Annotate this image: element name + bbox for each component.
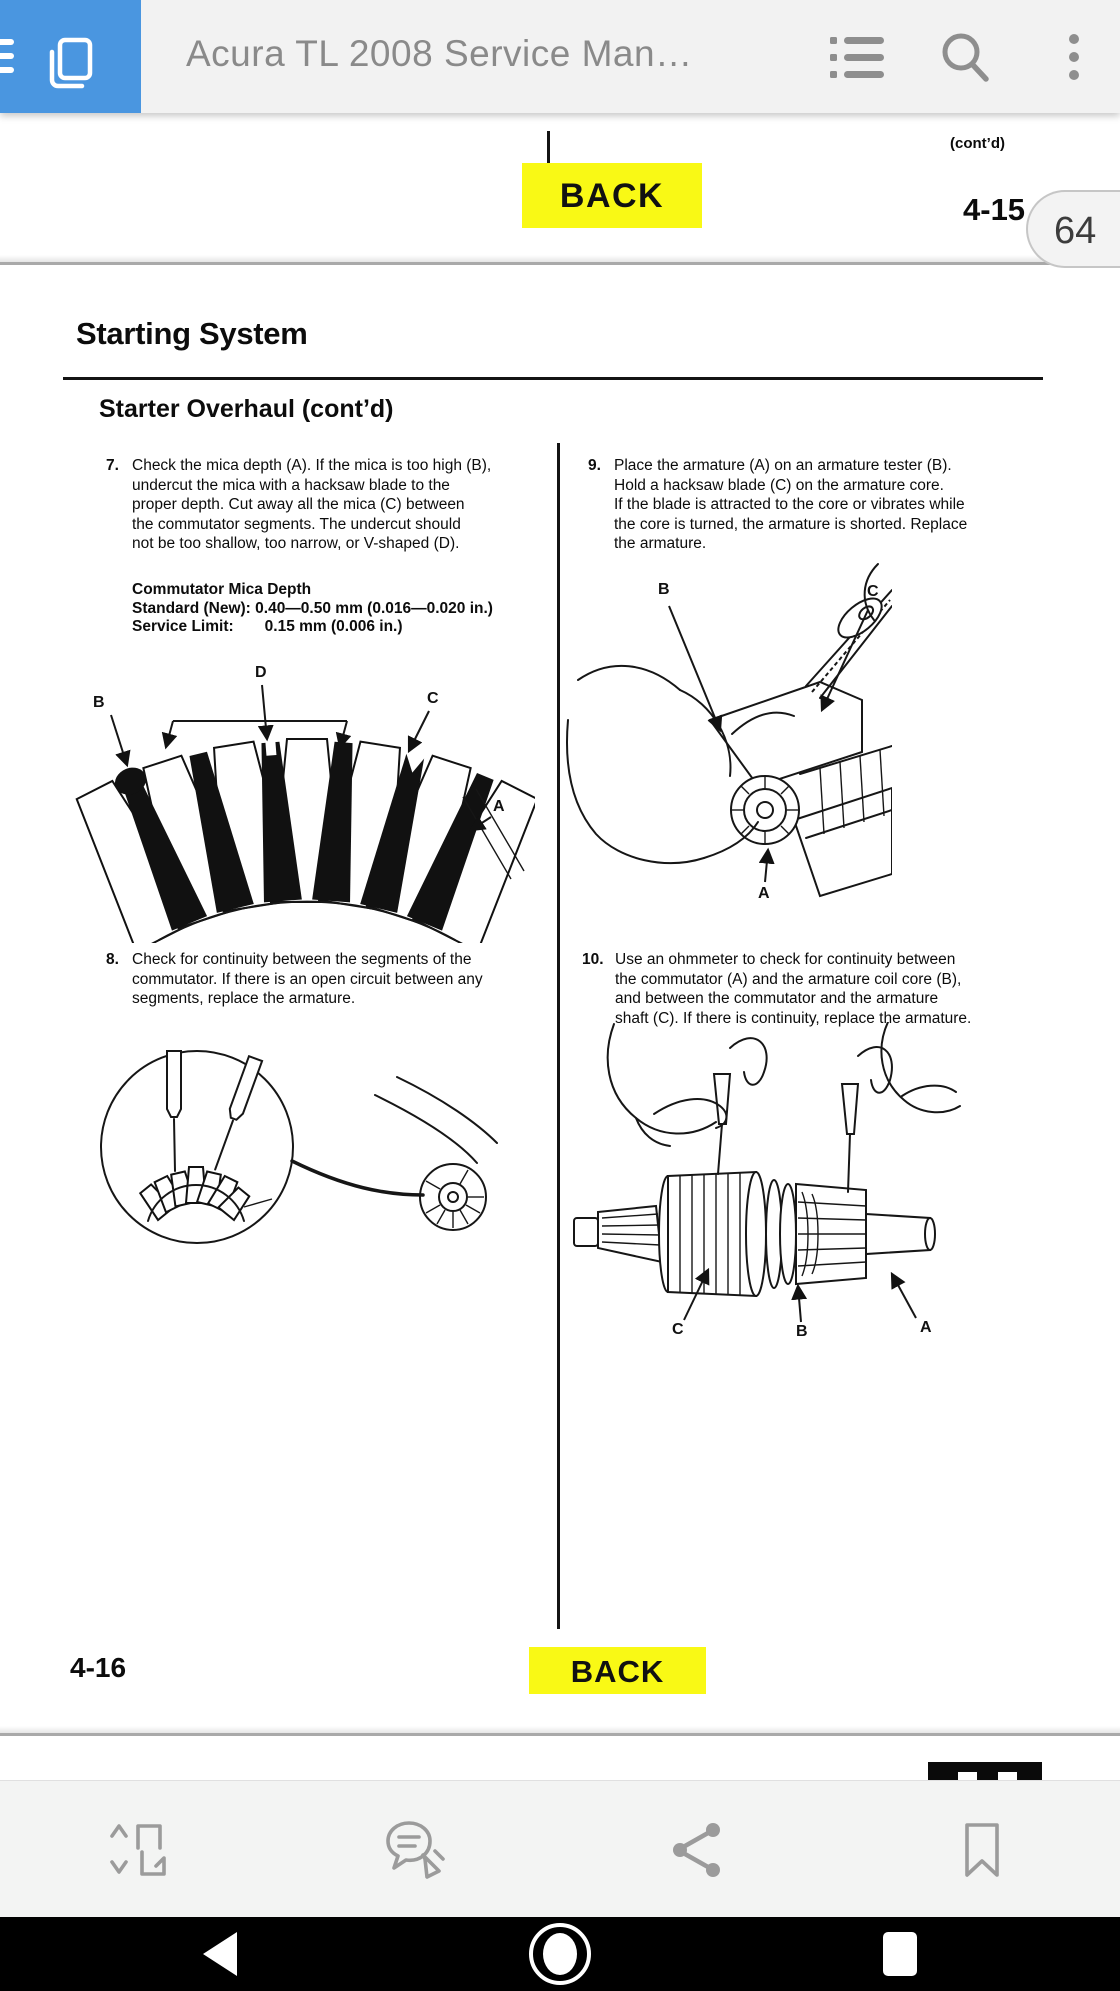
share-icon bbox=[671, 1822, 723, 1878]
diagram-label-c: C bbox=[427, 690, 439, 707]
spec-service-value: 0.15 mm (0.006 in.) bbox=[264, 618, 403, 636]
page-separator-bottom bbox=[0, 1726, 1120, 1736]
spec-service-label: Service Limit: bbox=[132, 618, 234, 636]
diagram-label-a: A bbox=[493, 798, 505, 815]
text-line: Hold a hacksaw blade (C) on the armature core. bbox=[614, 476, 944, 494]
text-line: Check for continuity between the segments of the bbox=[132, 951, 472, 968]
subsection-title: Starter Overhaul (cont’d) bbox=[99, 395, 394, 423]
nav-back-button[interactable] bbox=[150, 1917, 290, 1991]
page-number-badge[interactable]: 64 bbox=[1026, 190, 1120, 268]
text-line: the commutator segments. The undercut should bbox=[132, 515, 461, 533]
annotate-icon bbox=[385, 1819, 451, 1881]
search-button[interactable] bbox=[918, 0, 1008, 113]
step-7 bbox=[106, 456, 491, 554]
text-line: commutator. If there is an open circuit between any bbox=[132, 970, 483, 988]
text-line: and between the commutator and the armature bbox=[615, 990, 939, 1007]
diagram-label-a: A bbox=[758, 885, 770, 902]
spec-title: Commutator Mica Depth bbox=[132, 581, 312, 598]
diagram-label-d: D bbox=[255, 664, 267, 681]
page-separator-top bbox=[0, 255, 1120, 265]
text-line: Use an ohmmeter to check for continuity between bbox=[615, 951, 956, 968]
next-page-figure-peek bbox=[928, 1762, 1042, 1780]
share-button[interactable] bbox=[617, 1781, 777, 1918]
diagram-ohmmeter-check bbox=[558, 1022, 962, 1356]
nav-back-icon bbox=[203, 1932, 237, 1976]
back-link-top[interactable]: BACK bbox=[522, 163, 702, 228]
text-line: the commutator (A) and the armature coil core (B), bbox=[615, 970, 962, 988]
section-title: Starting System bbox=[76, 316, 308, 351]
diagram-label-c: C bbox=[867, 583, 879, 600]
outline-list-button[interactable] bbox=[810, 0, 900, 113]
pages-icon bbox=[40, 36, 102, 94]
step-9 bbox=[588, 456, 967, 554]
text-line: not be too shallow, too narrow, or V-shaped (D). bbox=[132, 535, 460, 552]
spec-block bbox=[132, 581, 493, 637]
android-nav-bar bbox=[0, 1917, 1120, 1991]
view-mode-button[interactable] bbox=[60, 1781, 220, 1918]
text-line: shaft (C). If there is continuity, replace the armature. bbox=[615, 1009, 972, 1027]
text-line: Check the mica depth (A). If the mica is too high (B), bbox=[132, 457, 492, 474]
diagram-label-c: C bbox=[672, 1321, 684, 1338]
document-tab-button[interactable] bbox=[0, 0, 141, 113]
nav-home-button[interactable] bbox=[490, 1917, 630, 1991]
nav-recents-icon bbox=[882, 1931, 918, 1977]
document-title: Acura TL 2008 Service Man… bbox=[186, 33, 693, 74]
text-line: Place the armature (A) on an armature tester (B). bbox=[614, 457, 952, 474]
diagram-armature-tester bbox=[562, 562, 892, 930]
prev-page-column-divider bbox=[547, 131, 550, 163]
overflow-menu-button[interactable] bbox=[1035, 0, 1120, 113]
diagram-label-a: A bbox=[920, 1319, 932, 1336]
diagram-commutator-mica bbox=[75, 645, 535, 943]
text-line: the core is turned, the armature is shorted. Replace bbox=[614, 515, 968, 533]
page-number: 4-16 bbox=[70, 1652, 127, 1683]
list-icon bbox=[830, 37, 886, 79]
text-line: proper depth. Cut away all the mica (C) between bbox=[132, 496, 465, 513]
diagram-label-b: B bbox=[658, 581, 670, 598]
step-8 bbox=[106, 950, 483, 1009]
view-mode-icon bbox=[108, 1820, 172, 1880]
step-number: 9. bbox=[588, 457, 601, 474]
overflow-dots-icon bbox=[1068, 33, 1080, 81]
annotate-button[interactable] bbox=[338, 1781, 498, 1918]
nav-recents-button[interactable] bbox=[830, 1917, 970, 1991]
prev-page-ref: 4-15 bbox=[963, 192, 1026, 227]
step-number: 10. bbox=[582, 951, 604, 968]
diagram-label-b: B bbox=[93, 694, 105, 711]
text-line: segments, replace the armature. bbox=[132, 990, 356, 1007]
text-line: the armature. bbox=[614, 535, 707, 552]
menu-icon bbox=[0, 39, 14, 81]
contd-note: (cont’d) bbox=[950, 135, 1005, 152]
text-line: undercut the mica with a hacksaw blade to the bbox=[132, 476, 450, 494]
step-number: 7. bbox=[106, 457, 119, 474]
search-icon bbox=[940, 32, 992, 84]
bookmark-icon bbox=[959, 1821, 1005, 1879]
spec-standard: Standard (New): 0.40—0.50 mm (0.016—0.020 in.) bbox=[132, 599, 493, 617]
step-number: 8. bbox=[106, 951, 119, 968]
back-link-bottom[interactable]: BACK bbox=[529, 1647, 706, 1694]
bottom-toolbar bbox=[0, 1780, 1120, 1918]
app-bar bbox=[0, 0, 1120, 113]
diagram-continuity-check bbox=[75, 1025, 505, 1287]
section-rule bbox=[63, 377, 1043, 380]
diagram-label-b: B bbox=[796, 1323, 808, 1340]
nav-home-icon bbox=[527, 1921, 593, 1987]
step-10 bbox=[582, 950, 971, 1028]
text-line: If the blade is attracted to the core or vibrates while bbox=[614, 496, 965, 513]
bookmark-button[interactable] bbox=[902, 1781, 1062, 1918]
